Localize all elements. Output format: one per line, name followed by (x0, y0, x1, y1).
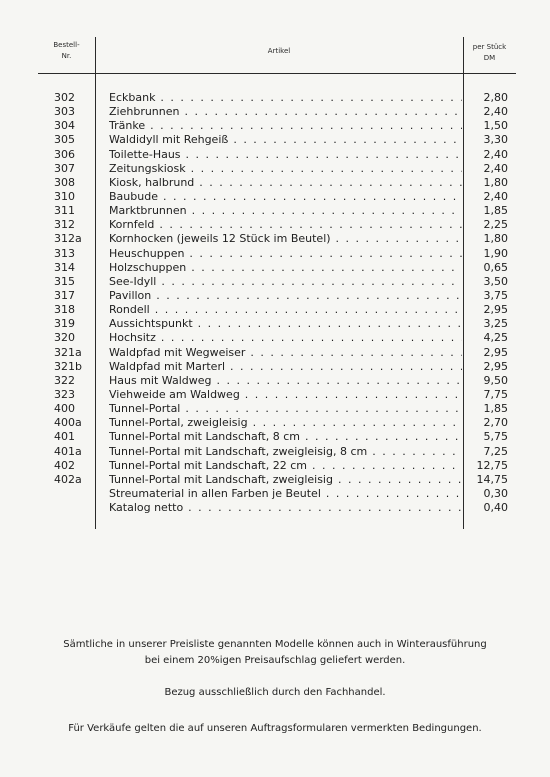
item-number: 315 (54, 274, 75, 288)
item-price: 2,70 (483, 416, 508, 430)
table-row (38, 388, 516, 402)
item-name: Eckbank . . . (109, 91, 462, 105)
item-price: 2,95 (483, 303, 508, 317)
item-name: Haus mit Waldweg . . . (109, 374, 462, 388)
item-name: Viehweide am Waldweg . . . (109, 388, 462, 402)
table-row (38, 360, 516, 374)
item-name: Tunnel-Portal . . . (109, 402, 462, 416)
item-price: 5,75 (483, 430, 508, 444)
item-name: Aussichtspunkt . . . (109, 317, 462, 331)
item-price: 2,80 (483, 91, 508, 104)
item-number: 311 (54, 204, 75, 218)
header-price (463, 42, 516, 64)
item-price: 2,40 (483, 105, 508, 119)
item-name: Pavillon . . . (109, 289, 462, 303)
table-row (38, 148, 516, 162)
table-row (38, 374, 516, 388)
item-number: 312a (54, 232, 82, 246)
item-name: Kiosk, halbrund . . . (109, 176, 462, 190)
table-row (38, 487, 516, 501)
table-row (38, 176, 516, 190)
item-name: Rondell . . . (109, 303, 462, 317)
item-number: 323 (54, 387, 75, 401)
item-price: 2,40 (483, 161, 508, 175)
table-row (38, 289, 516, 303)
table-row (38, 317, 516, 331)
table-row (38, 459, 516, 473)
item-price: 2,40 (483, 147, 508, 161)
item-price: 2,40 (483, 189, 508, 203)
table-row (38, 445, 516, 459)
item-number: 400 (54, 402, 75, 416)
item-price: 0,40 (483, 501, 508, 515)
item-price: 0,30 (483, 486, 508, 500)
item-name: Tunnel-Portal mit Landschaft, zweigleisig . . . (109, 473, 462, 487)
item-name: Heuschuppen . . . (109, 247, 462, 261)
item-price: 3,30 (483, 133, 508, 147)
table-row (38, 162, 516, 176)
item-price: 1,80 (483, 175, 508, 189)
item-name: Tunnel-Portal mit Landschaft, 8 cm . . . (109, 430, 462, 444)
item-number: 318 (54, 303, 75, 317)
item-name: Kornfeld . . . (109, 218, 462, 232)
table-row (38, 247, 516, 261)
item-number: 321b (54, 359, 82, 373)
item-number: 306 (54, 147, 75, 161)
item-rows (38, 91, 516, 515)
table-row (38, 218, 516, 232)
item-name: Waldpfad mit Wegweiser . . . (109, 346, 462, 360)
item-number: 322 (54, 373, 75, 387)
item-number: 402a (54, 472, 82, 486)
item-price: 2,95 (483, 359, 508, 373)
item-name: Hochsitz . . . (109, 331, 462, 345)
table-row (38, 261, 516, 275)
item-name: See-Idyll . . . (109, 275, 462, 289)
table-row (38, 331, 516, 345)
header-nr-line1: Bestell- (53, 41, 80, 49)
item-number: 307 (54, 161, 75, 175)
table-row (38, 303, 516, 317)
item-price: 1,90 (483, 246, 508, 260)
table-row (38, 204, 516, 218)
item-number: 317 (54, 288, 75, 302)
table-row (38, 190, 516, 204)
item-number: 312 (54, 218, 75, 232)
item-name: Holzschuppen . . . (109, 261, 462, 275)
item-number: 320 (54, 331, 75, 345)
table-row (38, 416, 516, 430)
item-name: Waldidyll mit Rehgeiß . . . (109, 133, 462, 147)
table-row (38, 119, 516, 133)
item-name: Waldpfad mit Marterl . . . (109, 360, 462, 374)
item-name: Tränke . . . (109, 119, 462, 133)
header-price-line2: DM (483, 54, 496, 62)
item-name: Baubude . . . (109, 190, 462, 204)
item-number: 321a (54, 345, 82, 359)
item-name: Tunnel-Portal mit Landschaft, zweigleisig, 8 cm . . . (109, 445, 462, 459)
item-price: 2,95 (483, 345, 508, 359)
item-price: 3,50 (483, 274, 508, 288)
header-artikel: Artikel (267, 47, 291, 55)
item-price: 2,25 (483, 218, 508, 232)
item-price: 3,25 (483, 317, 508, 331)
note-fachhandel: Bezug ausschließlich durch den Fachhandel. (164, 687, 386, 698)
note-winter-line2: bei einem 20%igen Preisaufschlag geliefert werden. (144, 655, 406, 666)
item-name: Tunnel-Portal, zweigleisig . . . (109, 416, 462, 430)
item-number: 319 (54, 317, 75, 331)
item-price: 7,25 (483, 444, 508, 458)
item-number: 305 (54, 133, 75, 147)
item-number: 303 (54, 105, 75, 119)
header-rule (38, 73, 516, 74)
item-price: 1,85 (483, 204, 508, 218)
item-name: Kornhocken (jeweils 12 Stück im Beutel) . . . (109, 232, 462, 246)
item-price: 7,75 (483, 387, 508, 401)
header-price-line1: per Stück (472, 43, 507, 51)
header-nr-line2: Nr. (61, 52, 72, 60)
table-row (38, 501, 516, 515)
item-number: 304 (54, 119, 75, 133)
item-price: 1,85 (483, 402, 508, 416)
table-row (38, 133, 516, 147)
item-price: 12,75 (476, 458, 508, 472)
item-price: 1,50 (483, 119, 508, 133)
item-number: 401 (54, 430, 75, 444)
item-price: 4,25 (483, 331, 508, 345)
item-price: 14,75 (476, 472, 508, 486)
item-number: 401a (54, 444, 82, 458)
item-name: Toilette-Haus . . . (109, 148, 462, 162)
item-price: 9,50 (483, 373, 508, 387)
item-name: Katalog netto . . . (109, 501, 462, 515)
item-name: Streumaterial in allen Farben je Beutel . . . (109, 487, 462, 501)
note-bedingungen: Für Verkäufe gelten die auf unseren Auftragsformularen vermerkten Bedingungen. (68, 723, 482, 734)
table-row (38, 275, 516, 289)
table-row (38, 232, 516, 246)
table-row (38, 105, 516, 119)
table-row (38, 430, 516, 444)
table-row (38, 91, 516, 105)
item-price: 3,75 (483, 288, 508, 302)
item-name: Marktbrunnen . . . (109, 204, 462, 218)
item-number: 314 (54, 260, 75, 274)
table-row (38, 473, 516, 487)
item-name: Zeitungskiosk . . . (109, 162, 462, 176)
header-bestell-nr (38, 40, 95, 62)
table-row (38, 402, 516, 416)
item-name: Ziehbrunnen . . . (109, 105, 462, 119)
price-table (38, 37, 516, 529)
item-name: Tunnel-Portal mit Landschaft, 22 cm . . . (109, 459, 462, 473)
item-number: 400a (54, 416, 82, 430)
item-price: 1,80 (483, 232, 508, 246)
item-price: 0,65 (483, 260, 508, 274)
item-number: 313 (54, 246, 75, 260)
note-winter-line1: Sämtliche in unserer Preisliste genannten Modelle können auch in Winterausführung (63, 639, 487, 650)
item-number: 302 (54, 91, 75, 104)
table-row (38, 346, 516, 360)
item-number: 308 (54, 175, 75, 189)
item-number: 402 (54, 458, 75, 472)
item-number: 310 (54, 189, 75, 203)
